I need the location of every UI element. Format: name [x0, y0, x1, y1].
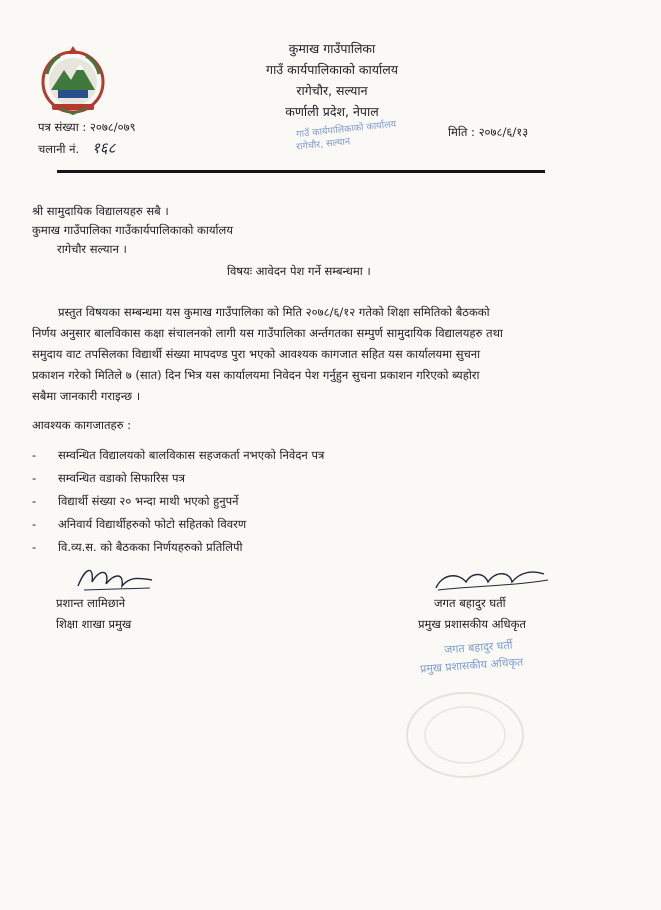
body-line-5: सबैमा जानकारी गराइन्छ ।	[32, 389, 141, 403]
list-item-text: अनिवार्य विद्यार्थीहरुको फोटो सहितको विवरण	[58, 517, 247, 531]
list-item-text: सम्वन्धित विद्यालयको बालविकास सहजकर्ता नभएको निवेदन पत्र	[58, 448, 325, 462]
office-stamp-line-2: रागेचौर, सल्यान	[295, 136, 351, 153]
list-item: - सम्वन्धित विद्यालयको बालविकास सहजकर्ता नभएको निवेदन पत्र	[32, 448, 325, 462]
name-stamp-line-2: प्रमुख प्रशासकीय अधिकृत	[419, 655, 524, 676]
subject-line: विषयः आवेदन पेश गर्ने सम्बन्धमा ।	[227, 264, 371, 278]
embossed-seal	[400, 685, 530, 785]
list-item-text: सम्वन्धित वडाको सिफारिस पत्र	[58, 471, 185, 485]
recipient-line-2: कुमाख गाउँपालिका गाउँकार्यपालिकाको कार्यालय	[32, 223, 233, 237]
letter-number: पत्र संख्या : २०७८/०७९	[38, 120, 136, 134]
header-divider	[57, 170, 545, 173]
documents-heading: आवश्यक कागजातहरु :	[32, 418, 132, 432]
list-item: - विद्यार्थी संख्या २० भन्दा माथी भएको हुनुपर्ने	[32, 494, 239, 508]
left-signature	[70, 560, 160, 596]
name-stamp-line-1: जगत बहादुर घर्ती	[443, 638, 513, 657]
dispatch-number-value: १६८	[92, 139, 116, 157]
body-line-3: समुदाय वाट तपसिलका विद्यार्थी संख्या मापदण्ड पुरा भएको आवश्यक कागजात सहित यस कार्यालयमा सुचना	[32, 347, 481, 361]
dispatch-number-label: चलानी नं.	[38, 142, 80, 156]
body-line-2: निर्णय अनुसार बालविकास कक्षा संचालनको लागी यस गाउँपालिका अर्न्तगतका सम्पुर्ण सामुदायिक विद्यालयहरु तथा	[32, 326, 503, 340]
recipient-line-1: श्री सामुदायिक विद्यालयहरु सबै ।	[32, 204, 169, 218]
office-stamp-line-1: गाउँ कार्यपालिकाको कार्यालय	[295, 118, 397, 141]
right-signatory-name: जगत बहादुर घर्ती	[434, 596, 506, 610]
header-line-1: कुमाख गाउँपालिका	[288, 41, 376, 56]
header-line-4: कर्णाली प्रदेश, नेपाल	[285, 104, 379, 119]
recipient-line-3: रागेचौर सल्यान ।	[57, 242, 127, 256]
list-item: - अनिवार्य विद्यार्थीहरुको फोटो सहितको विवरण	[32, 517, 247, 531]
right-signature	[432, 564, 552, 594]
right-signatory-title: प्रमुख प्रशासकीय अधिकृत	[418, 617, 526, 631]
list-item: - सम्वन्धित वडाको सिफारिस पत्र	[32, 471, 185, 485]
left-signatory-name: प्रशान्त लामिछाने	[56, 596, 126, 610]
body-line-4: प्रकाशन गरेको मितिले ७ (सात) दिन भित्र यस कार्यालयमा निवेदन पेश गर्नुहुन सुचना प्रकाशन गरिएको ब्यहोरा	[32, 368, 480, 382]
left-signatory-title: शिक्षा शाखा प्रमुख	[56, 617, 132, 631]
letter-date: मिति : २०७८/६/१३	[448, 125, 529, 139]
list-item-text: विद्यार्थी संख्या २० भन्दा माथी भएको हुनुपर्ने	[58, 494, 239, 508]
body-line-1: प्रस्तुत विषयका सम्बन्धमा यस कुमाख गाउँपालिका को मिति २०७८/६/१२ गतेको शिक्षा समितिको बैठकको	[58, 305, 490, 319]
list-item: - वि.व्य.स. को बैठकका निर्णयहरुको प्रतिलिपी	[32, 540, 243, 554]
header-line-3: रागेचौर, सल्यान	[296, 83, 368, 98]
nepal-emblem-logo	[38, 44, 108, 116]
header-line-2: गाउँ कार्यपालिकाको कार्यालय	[266, 62, 398, 77]
list-item-text: वि.व्य.स. को बैठकका निर्णयहरुको प्रतिलिपी	[58, 540, 243, 554]
